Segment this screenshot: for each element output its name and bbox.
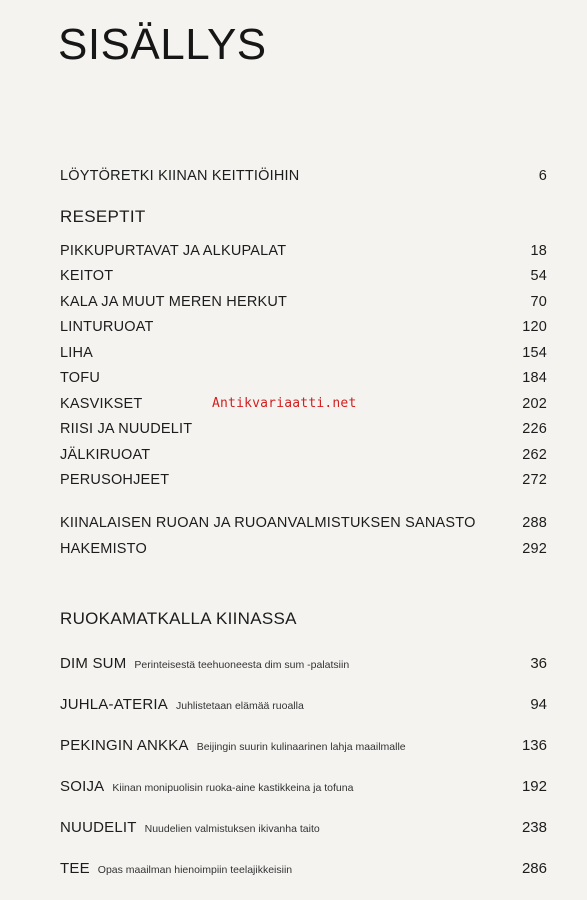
toc-entry-page: 288 xyxy=(522,515,547,531)
toc-entry-label: LIHA xyxy=(60,345,94,361)
toc-entry-page: 18 xyxy=(530,243,547,259)
journey-entry-subtitle: Opas maailman hienoimpiin teelajikkeisiin xyxy=(97,864,293,876)
toc-entry-label: TOFU xyxy=(60,370,101,386)
journey-entry xyxy=(60,737,547,755)
toc-entry-page: 226 xyxy=(522,421,547,437)
toc-entry-glossary xyxy=(60,515,547,531)
toc-entry-label: KIINALAISEN RUOAN JA RUOANVALMISTUKSEN SANASTO xyxy=(60,515,476,531)
toc-entry-page: 184 xyxy=(522,370,547,386)
toc-entry-label: LÖYTÖRETKI KIINAN KEITTIÖIHIN xyxy=(60,168,300,184)
toc-entry xyxy=(60,472,547,488)
toc-entry-page: 6 xyxy=(538,168,547,184)
toc-entry xyxy=(60,345,547,361)
toc-entry xyxy=(60,370,547,386)
toc-entry-index xyxy=(60,541,547,557)
toc-entry xyxy=(60,268,547,284)
toc-entry-label: PIKKUPURTAVAT JA ALKUPALAT xyxy=(60,243,287,259)
toc-entry xyxy=(60,447,547,463)
toc-entry-page: 272 xyxy=(522,472,547,488)
journey-entry xyxy=(60,778,547,796)
toc-entry xyxy=(60,294,547,310)
journey-entry-title: TEE xyxy=(60,860,90,877)
journey-entry-title: NUUDELIT xyxy=(60,819,137,836)
journey-entry-page: 286 xyxy=(521,860,547,877)
toc-entry-label: JÄLKIRUOAT xyxy=(60,447,151,463)
toc-entry xyxy=(60,421,547,437)
section-heading-journey: RUOKAMATKALLA KIINASSA xyxy=(60,609,297,628)
toc-entry-label: KALA JA MUUT MEREN HERKUT xyxy=(60,294,288,310)
toc-entry-intro xyxy=(60,168,547,184)
toc-entry-page: 262 xyxy=(522,447,547,463)
journey-entry-page: 238 xyxy=(521,819,547,836)
journey-entry-page: 136 xyxy=(521,737,547,754)
journey-entry-subtitle: Perinteisestä teehuoneesta dim sum -palatsiin xyxy=(134,659,350,671)
journey-entry-page: 36 xyxy=(530,655,547,672)
journey-entry-subtitle: Kiinan monipuolisin ruoka-aine kastikkeina ja tofuna xyxy=(112,782,354,794)
journey-entry-page: 192 xyxy=(521,778,547,795)
toc-entry-page: 54 xyxy=(530,268,547,284)
page-title: SISÄLLYS xyxy=(58,20,267,69)
journey-entry xyxy=(60,696,547,714)
watermark: Antikvariaatti.net xyxy=(212,396,357,411)
toc-entry-label: HAKEMISTO xyxy=(60,541,147,557)
toc-entry xyxy=(60,319,547,335)
section-heading-recipes: RESEPTIT xyxy=(60,207,146,226)
journey-entry-title: DIM SUM xyxy=(60,655,127,672)
toc-entry-label: RIISI JA NUUDELIT xyxy=(60,421,193,437)
journey-entry-subtitle: Juhlistetaan elämää ruoalla xyxy=(175,700,304,712)
toc-entry-label: PERUSOHJEET xyxy=(60,472,170,488)
journey-entry xyxy=(60,655,547,673)
toc-entry-page: 202 xyxy=(522,396,547,412)
toc-entry-page: 120 xyxy=(522,319,547,335)
journey-entry-subtitle: Nuudelien valmistuksen ikivanha taito xyxy=(144,823,320,835)
toc-entry-label: KEITOT xyxy=(60,268,114,284)
journey-entry-title: JUHLA-ATERIA xyxy=(60,696,168,713)
journey-entry xyxy=(60,819,547,837)
toc-entry-page: 154 xyxy=(522,345,547,361)
journey-entry-title: PEKINGIN ANKKA xyxy=(60,737,189,754)
journey-entry-page: 94 xyxy=(530,696,547,713)
toc-entry xyxy=(60,243,547,259)
toc-entry-label: LINTURUOAT xyxy=(60,319,154,335)
toc-entry-page: 70 xyxy=(530,294,547,310)
journey-entry-title: SOIJA xyxy=(60,778,105,795)
journey-entry-subtitle: Beijingin suurin kulinaarinen lahja maailmalle xyxy=(196,741,406,753)
toc-entry-label: KASVIKSET xyxy=(60,396,143,412)
toc-entry-page: 292 xyxy=(522,541,547,557)
journey-entry xyxy=(60,860,547,878)
